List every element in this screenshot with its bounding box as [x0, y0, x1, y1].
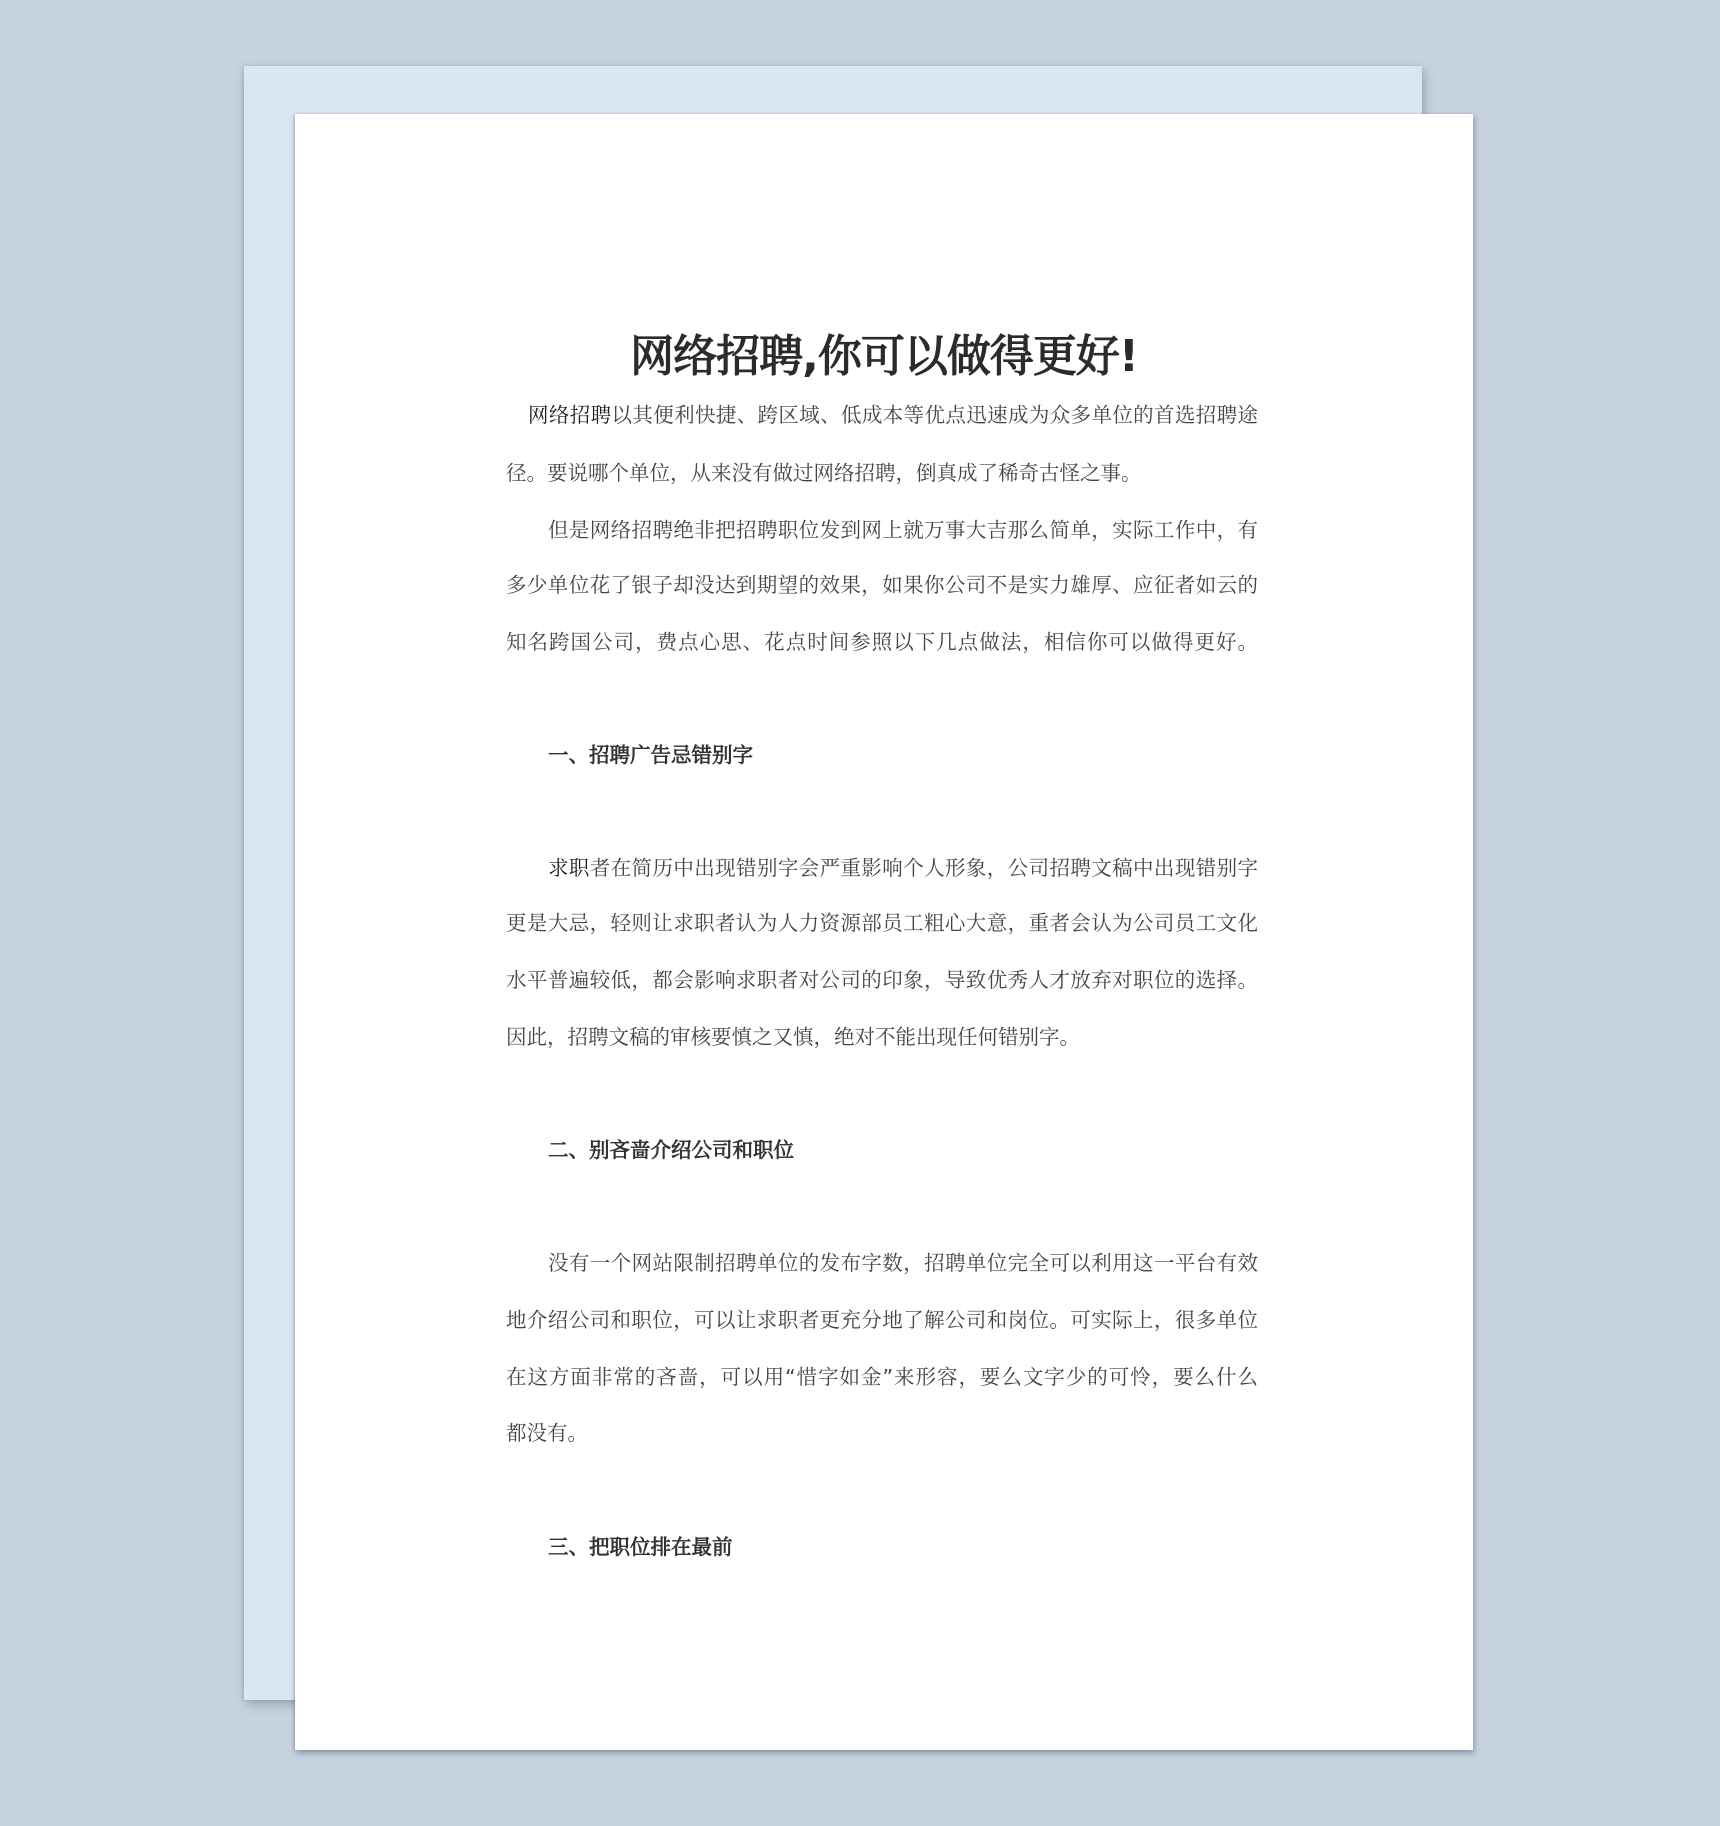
paragraph-2-line-3: 知名跨国公司，费点心思、花点时间参照以下几点做法，相信你可以做得更好。	[506, 630, 1258, 654]
section-heading-1: 一、招聘广告忌错别字	[548, 743, 753, 767]
paragraph-1-line-1: 网络招聘以其便利快捷、跨区域、低成本等优点迅速成为众多单位的首选招聘途	[528, 403, 1259, 427]
paragraph-3-line-3: 水平普遍较低，都会影响求职者对公司的印象，导致优秀人才放弃对职位的选择。	[506, 968, 1258, 992]
paragraph-3-line-4: 因此，招聘文稿的审核要慎之又慎，绝对不能出现任何错别字。	[506, 1025, 1080, 1049]
paragraph-4-line-4: 都没有。	[506, 1421, 588, 1445]
paragraph-4-line-1: 没有一个网站限制招聘单位的发布字数，招聘单位完全可以利用这一平台有效	[548, 1251, 1258, 1275]
paragraph-4-line-2: 地介绍公司和职位，可以让求职者更充分地了解公司和岗位。可实际上，很多单位	[506, 1308, 1258, 1332]
paragraph-3-line-1: 求职者在简历中出现错别字会严重影响个人形象，公司招聘文稿中出现错别字	[548, 856, 1259, 880]
document-title: 网络招聘,你可以做得更好!	[630, 331, 1138, 382]
section-heading-3: 三、把职位排在最前	[548, 1535, 733, 1559]
document-page	[295, 114, 1473, 1750]
lead-keyword: 网络招聘	[528, 403, 612, 427]
paragraph-4-line-3: 在这方面非常的吝啬，可以用“惜字如金”来形容，要么文字少的可怜，要么什么	[506, 1365, 1258, 1389]
paragraph-1-line-2: 径。要说哪个单位，从来没有做过网络招聘，倒真成了稀奇古怪之事。	[506, 461, 1142, 485]
section-heading-2: 二、别吝啬介绍公司和职位	[548, 1138, 794, 1162]
paragraph-2-line-1: 但是网络招聘绝非把招聘职位发到网上就万事大吉那么简单，实际工作中，有	[548, 518, 1258, 542]
lead-keyword: 求职	[548, 856, 590, 880]
paragraph-2-line-2: 多少单位花了银子却没达到期望的效果，如果你公司不是实力雄厚、应征者如云的	[506, 573, 1258, 597]
paragraph-3-line-2: 更是大忌，轻则让求职者认为人力资源部员工粗心大意，重者会认为公司员工文化	[506, 911, 1258, 935]
